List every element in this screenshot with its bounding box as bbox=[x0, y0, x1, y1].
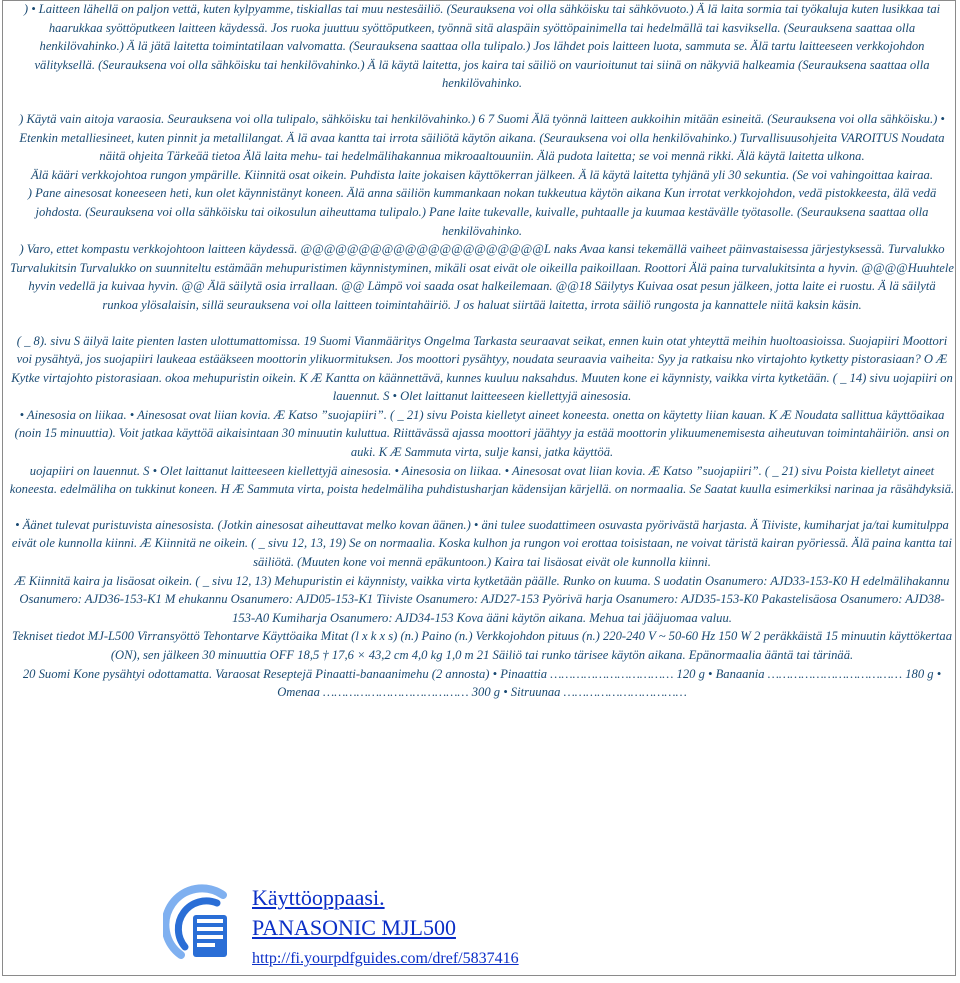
paragraph-gap bbox=[9, 315, 955, 332]
pdf-guides-logo-icon bbox=[163, 881, 243, 963]
paragraph: ) Pane ainesosat koneeseen heti, kun olet käynnistänyt koneen. Älä anna säiliön kummankaan nokan tukkeutua käytön aikana Kun irrotat verkkojohdon, vedä pistokkeesta, älä vedä johdosta. (Seurauksena voi olla sähköisku tai oikosulun aiheuttama tulipalo.) Pane laite tukevalle, kuivalle, puhtaalle ja kuumaa kestävälle työtasolle. (Seurauksena saattaa olla henkilövahinko. bbox=[27, 186, 937, 238]
document-body bbox=[9, 0, 955, 702]
paragraph: Æ Kiinnitä kaira ja lisäosat oikein. ( _ sivu 12, 13) Mehupuristin ei käynnisty, vaikka virta kytketään päälle. Runko on kuuma. S uodatin Osanumero: AJD33-153-K0 H edelmälihakannu Osanumero: AJD36-153-K1 M ehukannu Osanumero: AJD05-153-K1 Tiiviste Osanumero: AJD27-153 Pyörivä harja Osanumero: AJD35-153-K0 Pakastelisäosa Osanumero: AJD38-153-A0 Kumiharja Osanumero: AJD34-153 Kova ääni käytön aikana. Mehua tai jääjuomaa valuu. bbox=[14, 573, 950, 625]
page-frame bbox=[2, 0, 956, 976]
paragraph: ) Käytä vain aitoja varaosia. Seurauksena voi olla tulipalo, sähköisku tai henkilövahinko.) 6 7 Suomi Älä työnnä laitteen aukkoihin mitään esineitä. (Seurauksena voi olla sähköisku.) • Etenkin metalliesineet, kuten pinnit ja metallilangat. Ä lä avaa kantta tai irrota säiliötä käytön aikana. (Seurauksena voi olla henkilövahinko.) Turvallisuusohjeita VAROITUS Noudata näitä ohjeita Tärkeää tietoa Älä laita mehu- tai hedelmälihakannua mikroaaltouuniin. Älä pudota laitetta; se voi mennä rikki. Älä käytä laitetta ulkona. bbox=[19, 111, 945, 164]
paragraph: uojapiiri on lauennut. S • Olet laittanut laitteeseen kiellettyjä ainesosia. • Ainesosia on liikaa. • Ainesosat ovat liian kovia. Æ Katso ”suojapiiri”. ( _ 21) sivu Poista kielletyt aineet koneesta. edelmäliha on tukkinut koneen. H Æ Sammuta virta, poista hedelmäliha puhdistusharjan kädensijan kärjellä. on normaalia. Se Saatat kuulla esimerkiksi narinaa ja räsähdyksiä. bbox=[9, 463, 955, 497]
paragraph: Tekniset tiedot MJ-L500 Virransyöttö Tehontarve Käyttöaika Mitat (l x k x s) (n.) Paino (n.) Verkkojohdon pituus (n.) 220-240 V ~ 50-60 Hz 150 W 2 peräkkäistä 15 minuutin käyttökertaa (ON), sen jälkeen 30 minuuttia OFF 18,5 † 17,6 × 43,2 cm 4,0 kg 1,0 m 21 Säiliö tai runko tärisee käytön aikana. Epänormaalia ääntä tai tärinää. bbox=[11, 629, 952, 662]
paragraph-gap bbox=[9, 499, 955, 516]
paragraph: ) • Laitteen lähellä on paljon vettä, kuten kylpyamme, tiskiallas tai muu nestesäiliö. (Seurauksena voi olla sähköisku tai sähkövuoto.) Ä lä laita sormia tai työkaluja kuten lusikkaa tai haarukkaa syöttöputkeen laitteen käydessä. Jos ruoka juuttuu syöttöputkeen, työnnä sitä alaspäin syöttöpainimella tai hedelmällä tai kasviksella. (Seurauksena saattaa olla henkilövahinko.) Ä lä jätä laitetta toimintatilaan valvomatta. (Seurauksena saattaa olla tulipalo.) Jos lähdet pois laitteen luota, sammuta se. Älä tartu laitteeseen verkkojohdon välityksellä. (Seurauksena voi olla sähköisku tai henkilövahinko.) Ä lä käytä laitetta, jos kaira tai säiliö on vaurioitunut tai siinä on näkyviä halkeamia (Seurauksena saattaa olla henkilövahinko. bbox=[23, 2, 941, 91]
paragraph: ( _ 8). sivu S äilyä laite pienten lasten ulottumattomissa. 19 Suomi Vianmääritys Ongelma Tarkasta seuraavat seikat, ennen kuin otat yhteyttä meihin huoltoasioissa. Suojapiiri Moottori voi pysähtyä, jos suojapiiri laukeaa estääkseen moottorin ylikuormituksen. Jos moottori pysähtyy, noudata seuraavia vaiheita: Syy ja ratkaisu nko virtajohto kytketty pistorasiaan? O Æ Kytke virtajohto pistorasiaan. okoa mehupuristin oikein. K Æ Kantta on käännettävä, kunnes kuuluu naksahdus. Muuten kone ei käynnisty, vaikka virta kytketään. ( _ 14) sivu uojapiiri on lauennut. S • Olet laittanut laitteeseen kiellettyjä ainesosia. bbox=[11, 333, 953, 404]
paragraph: • Äänet tulevat puristuvista ainesosista. (Jotkin ainesosat aiheuttavat melko kovan äänen.) • äni tulee suodattimeen osuvasta pyörivästä harjasta. Ä Tiiviste, kumiharjat ja/tai kumitulppa eivät ole kunnolla kiinni. Æ Kiinnitä ne oikein. ( _ sivu 12, 13, 19) Se on normaalia. Koska kulhon ja rungon voi erottaa toisistaan, ne voivat täristä kairan pyöriessä. Älä paina kantta tai säiliötä. (Muuten kone voi mennä epäkuntoon.) Kaira tai lisäosat eivät ole kunnolla kiinni. bbox=[11, 517, 953, 570]
paragraph: ) Varo, ettet kompastu verkkojohtoon laitteen käydessä. @@@@@@@@@@@@@@@@@@@@@L naks Avaa kansi tekemällä vaiheet päinvastaisessa järjestyksessä. Turvalukko Turvalukitsin Turvalukko on suunniteltu estämään mehupuristimen käynnistyminen, mikäli osat eivät ole oikeilla paikoillaan. Roottori Älä paina turvalukitsinta a hyvin. @@@@Huuhtele hyvin vedellä ja kuivaa hyvin. @@ Älä säilytä osia irrallaan. @@ Lämpö voi saada osat halkeilemaan. @@18 Säilytys Kuivaa osat pesun jälkeen, jotta laite ei ruostu. Ä lä säilytä runkoa ylösalaisin, sillä seurauksena voi olla laitteen toimintahäiriö. J os haluat siirtää laitetta, irrota säiliö rungosta ja kannattele niitä kaksin käsin. bbox=[10, 242, 954, 312]
paragraph: • Ainesosia on liikaa. • Ainesosat ovat liian kovia. Æ Katso ”suojapiiri”. ( _ 21) sivu Poista kielletyt aineet koneesta. onetta on käytetty liian kauan. K Æ Noudata sallittua käyttöaikaa (noin 15 minuuttia). Voit jatkaa käyttöä aikaisintaan 30 minuutin kuluttua. Riittävässä ajassa moottori jäähtyy ja estää moottorin ylikuumenemisesta aiheutuvan toimintahäiriön. ansi on auki. K Æ Sammuta virta, sulje kansi, jatka käyttöä. bbox=[14, 407, 950, 460]
paragraph: Älä kääri verkkojohtoa rungon ympärille. Kiinnitä osat oikein. Puhdista laite jokaisen käyttökerran jälkeen. Ä lä käytä laitetta tyhjänä yli 30 sekuntia. (Se voi vahingoittaa kairaa. bbox=[30, 167, 934, 182]
paragraph: 20 Suomi Kone pysähtyi odottamatta. Varaosat Reseptejä Pinaatti-banaanimehu (2 annosta) • Pinaattia …………………………… 120 g • Banaania ……………………………… 180 g • Omenaa ………………………………… 300 g • Sitruunaa …………………………… bbox=[22, 666, 942, 700]
pdf-guide-footer bbox=[9, 875, 955, 971]
manual-title-link[interactable]: Käyttöoppaasi. bbox=[252, 885, 385, 910]
product-link[interactable]: PANASONIC MJL500 bbox=[252, 915, 456, 940]
footer-links bbox=[252, 883, 519, 971]
guide-url-link[interactable]: http://fi.yourpdfguides.com/dref/5837416 bbox=[252, 950, 519, 967]
paragraph-gap bbox=[9, 93, 955, 110]
